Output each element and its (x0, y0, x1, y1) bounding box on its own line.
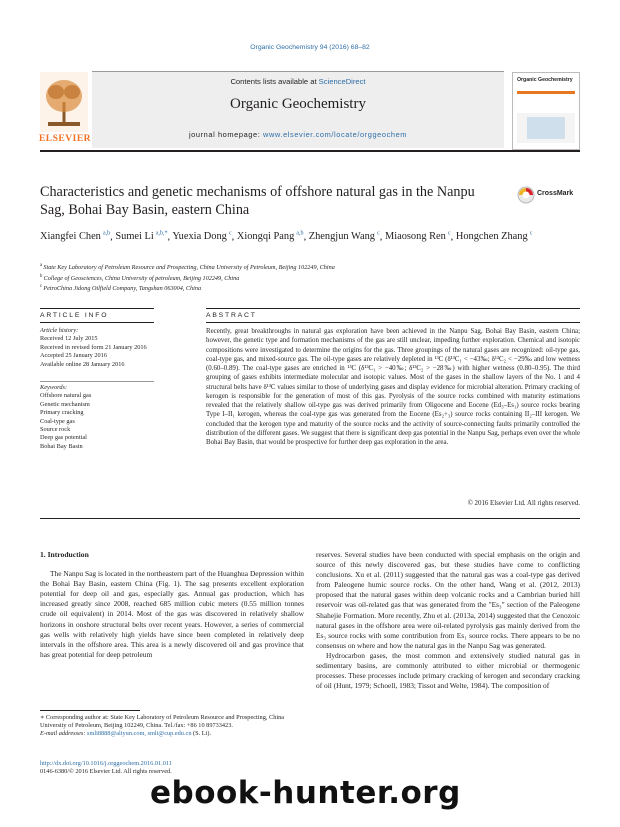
author[interactable]: Xiangfei Chen $^{a,b}$ (40, 231, 111, 243)
keywords-label: Keywords: (40, 384, 68, 391)
affiliation: $^a$ State Key Laboratory of Petroleum Resource and Prospecting, China University of Petroleum, Beijing 102249, China (40, 263, 335, 272)
header-bottom-rule (40, 150, 580, 152)
issn-line: 0146-6380/© 2016 Elsevier Ltd. All rights reserved. (40, 768, 172, 776)
abstract-copyright: © 2016 Elsevier Ltd. All rights reserved. (467, 500, 580, 507)
cover-title: Organic Geochemistry (517, 77, 573, 83)
contents-available-line: Contents lists available at ScienceDirect (230, 77, 366, 86)
abstract-rule-lower (206, 322, 580, 323)
author[interactable]: Zhengjun Wang $^c$ (308, 231, 380, 243)
author-list: Xiangfei Chen $^{a,b}$, Sumei Li $^{a,b,*}$, Yuexia Dong $^c$, Xiongqi Pang $^{a,b}$, Zhengjun Wang $^c$, Miaosong Ren $^c$, Hongchen Zhang $^c$ (40, 231, 533, 243)
corresponding-author-footnote (40, 714, 304, 739)
keywords-rule (40, 381, 154, 382)
doi-link[interactable]: http://dx.doi.org/10.1016/j.orggeochem.2016.01.011 (40, 760, 172, 767)
watermark-text: ebook-hunter.org (150, 775, 461, 811)
sciencedirect-link[interactable]: ScienceDirect (318, 77, 366, 86)
introduction-heading: 1. Introduction (40, 550, 89, 559)
email-line: E-mail addresses: smli8888@aliyun.com, smli@cup.edu.cn (S. Li). (40, 730, 212, 738)
article-info-rule-lower (40, 322, 154, 323)
crossmark-label: CrossMark (537, 190, 574, 197)
body-paragraph: The Nanpu Sag is located in the northeastern part of the Huanghua Depression within the Bohai Bay Basin, eastern China (Fig. 1). The sag presents excellent exploration potential for deep oil and gas, especially gas. Annual gas production, which has increased greatly since 2008, reached 685 million cubic meters (0.55 million tonnes crude oil equivalent) in 2014. Most of the gas was discovered in relatively shallow horizons in onshore structural belts over recent years. However, a series of commercial gas wells with relatively high yields have since been completed in relatively deep intervals in the offshore area. This area is a newly discovered oil and gas province that has great potential for deep petroleum (40, 569, 304, 659)
journal-homepage-link[interactable]: www.elsevier.com/locate/orggeochem (263, 130, 408, 139)
keyword: Coal-type gas (40, 417, 75, 425)
abstract-bottom-rule (40, 518, 580, 519)
author[interactable]: Sumei Li $^{a,b,*}$ (115, 231, 168, 243)
crossmark-icon (517, 186, 535, 204)
author[interactable]: Yuexia Dong $^c$ (172, 231, 232, 243)
keyword: Genetic mechanism (40, 400, 90, 408)
keyword: Deep gas potential (40, 434, 87, 442)
keywords-list (40, 384, 170, 451)
keyword: Source rock (40, 426, 71, 434)
author[interactable]: Xiongqi Pang $^{a,b}$ (236, 231, 304, 243)
body-right-column (316, 550, 580, 691)
corresponding-author-note: ∗ Corresponding author at: State Key Laboratory of Petroleum Resource and Prospecting, China University of Petroleum, Beijing 102249, China. Tel./fax: +86 10 89733423. (40, 714, 285, 730)
history-entry: Received 12 July 2015 (40, 335, 98, 343)
crossmark-badge[interactable] (517, 186, 577, 204)
author[interactable]: Hongchen Zhang $^c$ (455, 231, 533, 243)
affiliations (40, 262, 580, 294)
journal-cover-thumbnail (512, 72, 580, 150)
history-entry: Accepted 25 January 2016 (40, 352, 107, 360)
affiliation: $^c$ PetroChina Jidong Oilfield Company, Tangshan 063004, China (40, 284, 202, 293)
keyword: Primary cracking (40, 409, 84, 417)
affiliation: $^b$ College of Geosciences, China University of petroleum, Beijing 102249, China (40, 273, 240, 282)
body-paragraph: reserves. Several studies have been conducted with special emphasis on the origin and source of this newly discovered gas, but these studies have come to conflicting conclusions. Xu et al. (2011) suggested that the natural gas was a coal-type gas derived from Paleogene humic source rocks. On the other hand, Wang et al. (2012, 2013) proposed that the natural gases within deep volcanic rocks and a Cambrian buried hill reservoir was oil-related gas that was generated from the "Es₃" section of the Paleogene Shahejie Formation. More recently, Zhu et al. (2013a, 2014) suggested that the Cenozoic natural gases in the offshore area were oil-related pyrolysis gas mainly derived from the Es₃ source rocks with some contribution from Es₁ source rocks. There appears to be no consensus on where and how the natural gas in the Nanpu Sag was generated. (316, 550, 580, 650)
article-history (40, 327, 170, 369)
abstract-heading: ABSTRACT (206, 312, 257, 319)
body-paragraph: Hydrocarbon gases, the most common and extensively studied natural gas in sedimentary basins, are commonly attributed to either microbial or thermogenic processes. These processes include primary cracking of kerogen and secondary cracking of oil (Hunt, 1979; Schoell, 1983; Tissot and Welte, 1984). The composition of (316, 650, 580, 691)
email-links[interactable]: smli8888@aliyun.com, smli@cup.edu.cn (87, 730, 192, 738)
history-label: Article history: (40, 327, 79, 334)
article-info-heading: ARTICLE INFO (40, 312, 109, 319)
keyword: Offshore natural gas (40, 392, 92, 400)
journal-title: Organic Geochemistry (230, 96, 366, 112)
journal-reference[interactable]: Organic Geochemistry 94 (2016) 68–82 (250, 44, 370, 51)
abstract-text: Recently, great breakthroughs in natural gas exploration have been achieved in the Nanpu Sag, Bohai Bay Basin, eastern China; however, the genetic type and formation mechanisms of the gas are still unclear, impeding further exploration. Chemical and isotopic compositions were investigated to determine the origins for the gas. Three groupings of the natural gases are recognized: oil-type gas, coal-type gas, and mixed-source gas. The oil-type gases are relatively depleted in ¹³C (δ¹³C₁ < −43‰; δ¹³C₂ < −29‰ and low wetness (0.60–0.89). The coal-type gases are enriched in ¹³C (δ¹³C₁ > −40‰; δ¹³C₂ > −28‰) with higher wetness (0.80–0.95). The third grouping of gases exhibits intermediate molecular and isotopic values. Most of the gases in the shallow layers of the No. 1 and 4 structural belts have δ¹³C values similar to those of underlying gases and display evidence for microbial alteration. Primary cracking of kerogen is responsible for the generation of most of this gas. Pyrolysis of the source rocks combined with maturity estimations revealed that the relatively shallow oil-type gas was derived primarily from Oligocene and Eocene (Ed₃–Es₁) source rocks bearing Type I–II₁ kerogen, whereas the coal-type gas was generated from the Eocene (Es₂+₃) source rocks containing II₂–III kerogen. We concluded that the kerogen type and maturity of the source rocks and the activity of source-connecting faults primarily controlled the distribution of the different gases. We suggest that there is significant deep gas potential in the Nanpu Sag, perhaps even over the whole Bohai Bay Basin, that would be prospective for further deep gas exploration in the area. (206, 328, 580, 446)
history-entry: Available online 28 January 2016 (40, 360, 125, 368)
footnote-rule (40, 710, 140, 711)
body-left-column (40, 550, 304, 660)
journal-homepage: journal homepage: www.elsevier.com/locate/orggeochem (188, 130, 408, 139)
elsevier-tree-logo (40, 72, 88, 132)
history-entry: Received in revised form 21 January 2016 (40, 343, 147, 351)
keyword: Bohai Bay Basin (40, 442, 83, 450)
article-title: Characteristics and genetic mechanisms of offshore natural gas in the Nanpu Sag, Bohai Bay Basin, eastern China (40, 184, 475, 218)
abstract-rule (206, 308, 580, 309)
elsevier-wordmark: ELSEVIER (38, 134, 92, 144)
author[interactable]: Miaosong Ren $^c$ (384, 231, 451, 243)
article-info-rule (40, 308, 154, 309)
